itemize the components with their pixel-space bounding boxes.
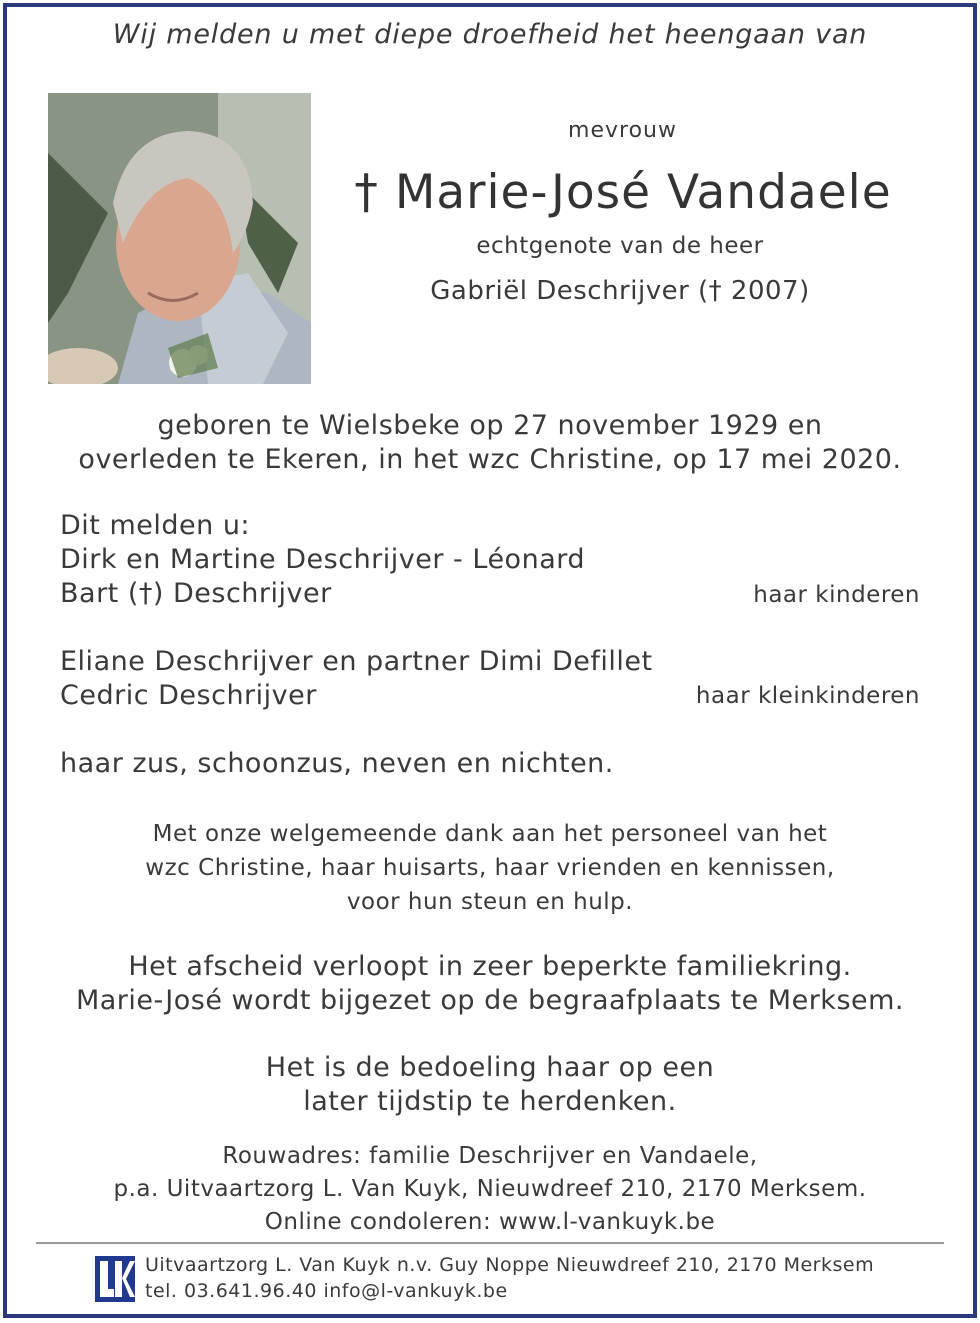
grandchild-line: Cedric Deschrijver (60, 680, 317, 711)
grandchildren-label: haar kleinkinderen (695, 683, 920, 709)
thanks-line: Met onze welgemeende dank aan het personeel van het (152, 821, 828, 847)
child-line: Bart (†) Deschrijver (60, 578, 332, 609)
footer-contact[interactable]: tel. 03.641.96.40 info@l-vankuyk.be (145, 1280, 508, 1302)
life-dates (0, 409, 980, 477)
deceased-name: † Marie-José Vandaele (354, 165, 892, 220)
mourners-intro: Dit melden u: (60, 510, 251, 541)
address-line: Rouwadres: familie Deschrijver en Vandaele, (222, 1143, 758, 1169)
memorial-note (0, 1051, 980, 1119)
child-line: Dirk en Martine Deschrijver - Léonard (60, 544, 586, 575)
thanks-line: voor hun steun en hulp. (346, 889, 634, 915)
spouse-name: Gabriël Deschrijver († 2007) (430, 276, 810, 306)
grandchild-line: Eliane Deschrijver en partner Dimi Defillet (60, 646, 653, 677)
address-line: p.a. Uitvaartzorg L. Van Kuyk, Nieuwdreef 210, 2170 Merksem. (113, 1176, 867, 1202)
farewell-note (0, 950, 980, 1018)
mourning-address (0, 1140, 980, 1239)
intro-text: Wij melden u met diepe droefheid het heengaan van (112, 19, 868, 50)
farewell-line: Marie-José wordt bijgezet op de begraafplaats te Merksem. (75, 985, 905, 1016)
farewell-line: Het afscheid verloopt in zeer beperkte familiekring. (128, 951, 852, 982)
footer-divider (36, 1242, 944, 1244)
other-relatives: haar zus, schoonzus, neven en nichten. (60, 748, 614, 779)
deceased-title: mevrouw (568, 118, 677, 143)
children-label: haar kinderen (753, 582, 920, 608)
portrait-photo (48, 93, 311, 384)
thanks-note (0, 817, 980, 919)
birth-line: geboren te Wielsbeke op 27 november 1929 en (157, 410, 823, 441)
thanks-line: wzc Christine, haar huisarts, haar vrienden en kennissen, (145, 855, 835, 881)
death-line: overleden te Ekeren, in het wzc Christine, op 17 mei 2020. (78, 444, 902, 475)
memorial-line: later tijdstip te herdenken. (303, 1086, 677, 1117)
condolence-link[interactable]: Online condoleren: www.l-vankuyk.be (264, 1209, 716, 1235)
spouse-label: echtgenote van de heer (476, 233, 764, 259)
funeral-home-logo-icon (95, 1256, 135, 1302)
footer-company: Uitvaartzorg L. Van Kuyk n.v. Guy Noppe Nieuwdreef 210, 2170 Merksem (145, 1254, 875, 1276)
memorial-line: Het is de bedoeling haar op een (265, 1052, 715, 1083)
